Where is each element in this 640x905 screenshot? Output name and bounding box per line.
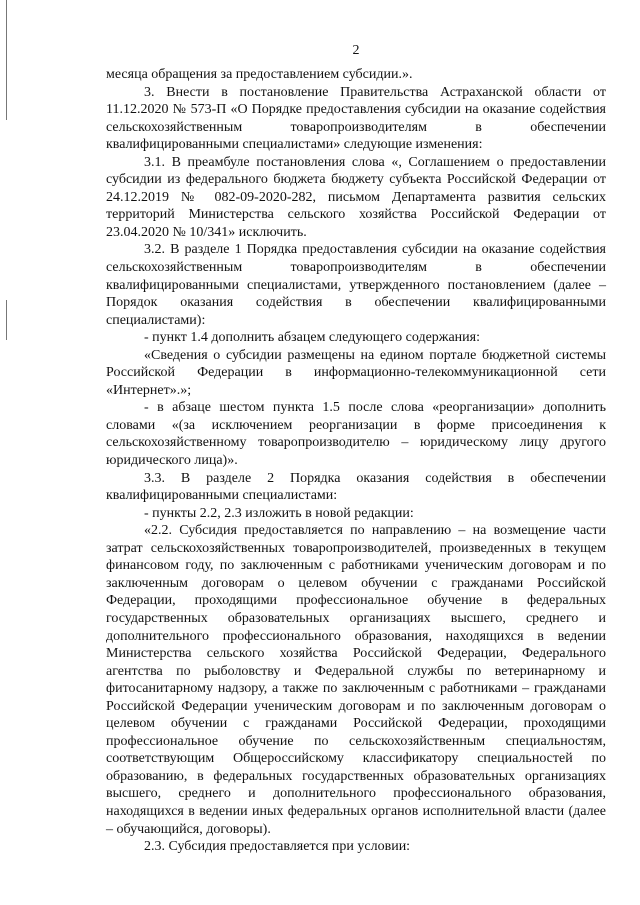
paragraph-item-2-3: 2.3. Субсидия предоставляется при условии: (144, 839, 411, 855)
scan-edge-mark (6, 0, 7, 120)
paragraph-item-3: 3. Внести в постановление Правительства Астраханской области от 11.12.2020 № 573-П «О Порядке предоставления субсидии на оказание содействия сельскохозяйственным товаропроизводителям в обеспечении квалифицированными специалистами» следующие изменения: (106, 84, 606, 153)
paragraph-bullet-2-2-2-3: - пункты 2.2, 2.3 изложить в новой редакции: (144, 505, 414, 521)
paragraph-item-2-2: «2.2. Субсидия предоставляется по направлению – на возмещение части затрат сельскохозяйственных товаропроизводителей, произведенных в текущем финансовом году, по заключенным с работниками ученическим договорам и по заключенным договорам о целевом обучении с гражданами Российской Федерации, проходящими профессиональное обучение в федеральных государственных образовательных организациях высшего, среднего и дополнительного профессионального образования, находящихся в ведении Министерства сельского хозяйства Российской Федерации, Федерального агентства по рыболовству и Федеральной службы по ветеринарному и фитосанитарному надзору, а также по заключенным с работниками – гражданами Российской Федерации ученическим договорам и по заключенным договорам о целевом обучении с гражданами Российской Федерации, проходящими профессиональное обучение по сельскохозяйственным специальностям, соответствующим Общероссийскому классификатору специальностей по образованию, в федеральных государственных образовательных организациях высшего, среднего и дополнительного профессионального образования, находящихся в ведении иных федеральных органов исполнительной власти (далее – обучающийся, договоры). (106, 523, 606, 837)
scan-edge-mark (6, 300, 7, 340)
paragraph-quote-info: «Сведения о субсидии размещены на едином портале бюджетной системы Российской Федерации в информационно-телекоммуникационной сети «Интернет».»; (106, 347, 606, 398)
paragraph-item-3-2: 3.2. В разделе 1 Порядка предоставления субсидии на оказание содействия сельскохозяйственным товаропроизводителям в обеспечении квалифицированными специалистами, утвержденного постановлением (далее – Порядок оказания содействия в обеспечении квалифицированными специалистами): (106, 242, 606, 328)
document-page (106, 42, 606, 856)
page-number: 2 (352, 43, 360, 58)
paragraph-bullet-1-5: - в абзаце шестом пункта 1.5 после слова «реорганизации» дополнить словами «(за исключением реорганизации в форме присоединения к сельскохозяйственному товаропроизводителю – юридическому лицу другого юридического лица)». (106, 400, 606, 469)
paragraph-continuation: месяца обращения за предоставлением субсидии.». (106, 67, 413, 82)
paragraph-item-3-1: 3.1. В преамбуле постановления слова «, Соглашением о предоставлении субсидии из федерального бюджета бюджету субъекта Российской Федерации от 24.12.2019 № 082-09-2020-282, письмом Департамента развития сельских территорий Министерства сельского хозяйства Российской Федерации от 23.04.2020 № 10/341» исключить. (106, 154, 606, 240)
paragraph-item-3-3: 3.3. В разделе 2 Порядка оказания содействия в обеспечении квалифицированными специалистами: (106, 470, 606, 504)
paragraph-bullet-1-4: - пункт 1.4 дополнить абзацем следующего содержания: (144, 330, 480, 346)
